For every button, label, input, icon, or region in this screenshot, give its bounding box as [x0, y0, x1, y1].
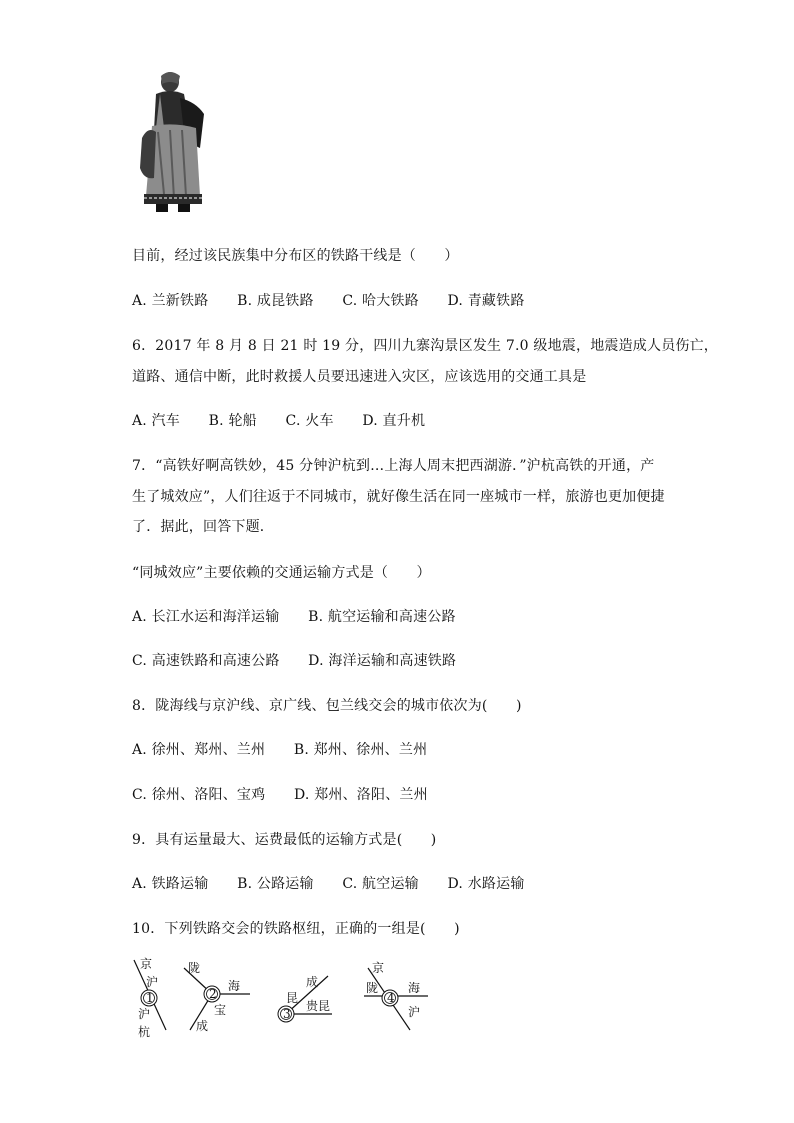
hub-4-label-hai: 海	[408, 981, 421, 995]
q6-options	[132, 412, 425, 430]
q8-option-c[interactable]: C. 徐州、洛阳、宝鸡	[132, 787, 266, 803]
q5-option-c[interactable]: C. 哈大铁路	[342, 293, 419, 309]
q6-option-b[interactable]: B. 轮船	[208, 413, 257, 429]
railway-hub-diagram	[128, 952, 448, 1044]
hub-2-number: 2	[209, 987, 217, 1001]
q7-option-d[interactable]: D. 海洋运输和高速铁路	[308, 653, 457, 669]
q7-option-a[interactable]: A. 长江水运和海洋运输	[132, 609, 280, 625]
hub-3	[278, 974, 332, 1022]
hub-3-label-cheng: 成	[306, 975, 319, 989]
q9-options	[132, 875, 525, 893]
hub-1-label-hu-top: 沪	[146, 975, 159, 989]
q9-option-b[interactable]: B. 公路运输	[237, 876, 314, 892]
hub-4-label-long: 陇	[366, 981, 379, 995]
hub-4-number: 4	[387, 991, 395, 1005]
q10-stem: 10．下列铁路交会的铁路枢纽，正确的一组是( )	[132, 921, 460, 937]
hub-3-label-kun: 昆	[286, 991, 299, 1005]
q6-option-c[interactable]: C. 火车	[285, 413, 334, 429]
tibetan-woman-photo	[134, 68, 212, 214]
hub-4	[364, 960, 428, 1030]
hub-4-label-jing: 京	[372, 961, 385, 975]
q8-options-row1	[132, 741, 427, 759]
q8-option-d[interactable]: D. 郑州、洛阳、兰州	[293, 787, 428, 803]
q7-stem-line3: 了．据此，回答下题．	[132, 519, 274, 535]
hub-1-number: 1	[146, 991, 154, 1005]
q7-stem-line2: 生了城效应”，人们往返于不同城市，就好像生活在同一座城市一样，旅游也更加便捷	[132, 489, 665, 505]
q9-option-d[interactable]: D. 水路运输	[447, 876, 525, 892]
hub-2-label-bao: 宝	[214, 1003, 227, 1017]
q5-stem: 目前，经过该民族集中分布区的铁路干线是（ ）	[132, 248, 459, 264]
q9-option-c[interactable]: C. 航空运输	[342, 876, 419, 892]
hub-2-label-cheng: 成	[196, 1019, 209, 1033]
hub-2-label-long: 陇	[188, 961, 201, 975]
q8-option-a[interactable]: A. 徐州、郑州、兰州	[132, 742, 266, 758]
q6-stem-line1: 6．2017 年 8 月 8 日 21 时 19 分，四川九寨沟景区发生 7.0 级地震，地震造成人员伤亡，	[132, 338, 718, 354]
q5-option-b[interactable]: B. 成昆铁路	[237, 293, 314, 309]
q9-option-a[interactable]: A. 铁路运输	[132, 876, 209, 892]
q6-stem-line2: 道路、通信中断，此时救援人员要迅速进入灾区，应该选用的交通工具是	[132, 369, 587, 385]
hub-4-label-hu: 沪	[408, 1005, 421, 1019]
q5-options	[132, 292, 525, 310]
q5-option-d[interactable]: D. 青藏铁路	[447, 293, 525, 309]
q7-options-row1	[132, 608, 456, 626]
hub-2-label-hai: 海	[228, 979, 241, 993]
hub-1	[134, 956, 166, 1039]
q6-option-a[interactable]: A. 汽车	[132, 413, 181, 429]
hub-2	[184, 960, 250, 1033]
q7-option-b[interactable]: B. 航空运输和高速公路	[308, 609, 456, 625]
hub-1-label-hu-bottom: 沪	[138, 1007, 151, 1021]
q6-option-d[interactable]: D. 直升机	[362, 413, 426, 429]
q7-options-row2	[132, 652, 456, 670]
q7-option-c[interactable]: C. 高速铁路和高速公路	[132, 653, 280, 669]
q8-option-b[interactable]: B. 郑州、徐州、兰州	[293, 742, 428, 758]
hub-3-label-guikun: 贵昆	[306, 999, 331, 1013]
q9-stem: 9．具有运量最大、运费最低的运输方式是( )	[132, 832, 437, 848]
q8-options-row2	[132, 786, 428, 804]
hub-1-label-jing: 京	[140, 957, 153, 971]
hub-3-number: 3	[283, 1007, 291, 1021]
hub-1-label-hang: 杭	[138, 1025, 151, 1039]
q7-sub-stem: “同城效应”主要依赖的交通运输方式是（ ）	[132, 565, 431, 581]
q8-stem: 8．陇海线与京沪线、京广线、包兰线交会的城市依次为( )	[132, 698, 522, 714]
q7-stem-line1: 7．“高铁好啊高铁妙，45 分钟沪杭到…上海人周末把西湖游．”沪杭高铁的开通，产	[132, 458, 655, 474]
q5-option-a[interactable]: A. 兰新铁路	[132, 293, 209, 309]
